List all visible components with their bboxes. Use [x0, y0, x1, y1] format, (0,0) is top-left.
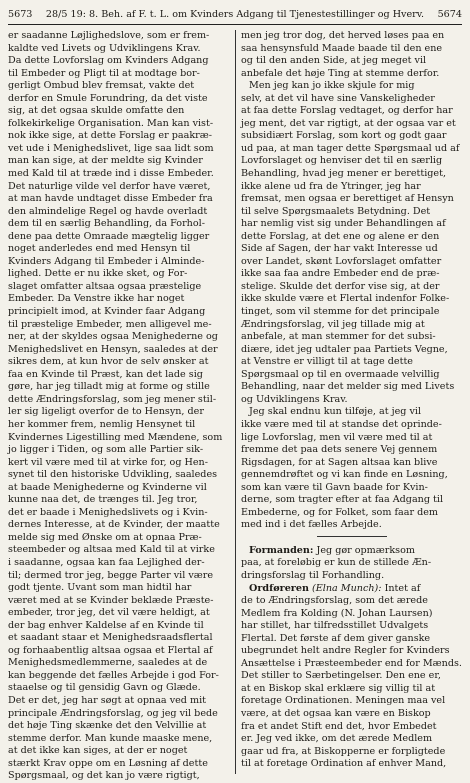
- text-line: embeder, tror jeg, det vil være heldigt, at: [8, 607, 210, 619]
- text-line: fremsat, men ogsaa er berettiget af Hensyn: [241, 193, 454, 205]
- text-line: anbefale det høje Ting at stemme derfor.: [241, 67, 440, 79]
- text-line: gaar ud fra, at Biskopperne er forpligtede: [241, 745, 446, 757]
- text-line: slaget omfatter altsaa ogsaa præstelige: [8, 280, 202, 292]
- speech-first-line: [241, 545, 462, 558]
- text-line: Behandling, naar det melder sig med Livets: [241, 381, 455, 393]
- text-line: derfor en Smule Forundring, da det viste: [8, 92, 208, 104]
- page-header: [8, 8, 462, 22]
- text-line: været med at se Kvinder beklæde Præste-: [8, 594, 214, 606]
- left-column: [8, 30, 229, 782]
- text-line: faa en Kvinde til Præst, kan det lade sig: [8, 368, 203, 380]
- text-line: til præstelige Embeder, men alligevel me-: [8, 318, 212, 330]
- column-divider: [235, 30, 236, 774]
- text-line: man kan sige, at der meldte sig Kvinder: [8, 155, 203, 167]
- text-line: som kan være til Gavn baade for Kvin-: [241, 481, 428, 493]
- text-line: noget anderledes end med Hensyn til: [8, 243, 191, 255]
- text-line: godt tjente. Uvant som man hidtil har: [8, 582, 192, 594]
- text-line: Det stiller to Særbetingelser. Den ene er,: [241, 670, 441, 682]
- speech-text: Intet af: [384, 582, 421, 594]
- text-line: folkekirkelige Organisation. Man kan vist-: [8, 117, 214, 129]
- page-number-right: 5674: [437, 9, 462, 20]
- text-line: Menighedsmedlemmerne, saaledes at de: [8, 657, 208, 669]
- text-line: har stillet, har tilfredsstillet Udvalgets: [241, 620, 429, 632]
- text-line: er. Jeg ved ikke, om det ærede Medlem: [241, 733, 433, 745]
- text-line: et saadant staar et Menighedsraadsflertal: [8, 632, 213, 644]
- text-line: Embeder. Da Venstre ikke har noget: [8, 293, 185, 305]
- text-line: vet ude i Menighedslivet, lige saa lidt som: [8, 142, 214, 154]
- speaker-name: Ordføreren: [249, 582, 309, 594]
- speaker-role: (Elna Munch):: [312, 582, 382, 594]
- text-line: tinget, som vil stemme for det principale: [241, 306, 440, 318]
- text-line: melde sig med Ønske om at opnaa Præ-: [8, 531, 202, 543]
- text-line: at Venstre er villigt til at tage dette: [241, 356, 413, 368]
- text-line: dene paa dette Omraade mægtelig ligger: [8, 230, 210, 242]
- text-line: at baade Menighederne og Kvinderne vil: [8, 481, 207, 493]
- text-line: jo ligger i Tiden, og som alle Partier sik-: [8, 444, 204, 456]
- text-line: stærkt Krav oppe om en Løsning af dette: [8, 757, 208, 769]
- text-line: lighed. Dette er nu ikke sket, og For-: [8, 268, 188, 280]
- text-line: men jeg tror dog, det herved løses paa en: [241, 30, 445, 41]
- text-line: kert vil være med til at virke for, og Hen-: [8, 456, 208, 468]
- text-line: med ind i det fælles Arbejde.: [241, 519, 382, 531]
- text-line: og Udviklingens Krav.: [241, 393, 348, 405]
- text-line: fremme det paa dets senere Vej gennem: [241, 444, 438, 456]
- text-line: Men jeg kan jo ikke skjule for mig: [249, 80, 415, 92]
- text-line: ler sig ligeligt overfor de to Hensyn, der: [8, 406, 204, 418]
- text-line: Flertal. Det første af dem giver ganske: [241, 632, 431, 644]
- text-line: at faa dette Forslag vedtaget, og derfor har: [241, 105, 453, 117]
- text-line: fra et andet Stift end det, hvor Embedet: [241, 720, 437, 732]
- text-line: nok ikke sige, at dette Forslag er paakræ-: [8, 130, 212, 142]
- text-line: principielt imod, at Kvinder faar Adgang: [8, 306, 206, 318]
- section-divider: [241, 536, 462, 545]
- text-line: principale Ændringsforslag, og jeg vil bede: [8, 707, 218, 719]
- text-line: Det er det, jeg har søgt at opnaa ved mit: [8, 694, 207, 706]
- text-line: dette Forslag, at det ene og alene er den: [241, 230, 440, 242]
- text-line: jeg ment, det var rigtigt, at der ogsaa var et: [241, 117, 456, 129]
- text-line: den almindelige Regel og havde overladt: [8, 205, 208, 217]
- text-line: gøre, har jeg tilladt mig at forme og stille: [8, 381, 210, 393]
- text-line: Det naturlige vilde vel derfor have været,: [8, 180, 211, 192]
- text-line: Ansættelse i Præsteembeder end for Mænds.: [241, 657, 462, 669]
- text-line: derne, som tragter efter at faa Adgang til: [241, 494, 444, 506]
- text-line: til at foretage Ordination af enhver Mand,: [241, 758, 447, 770]
- text-line: Menighedslivet en Hensyn, saaledes at der: [8, 343, 218, 355]
- text-line: Da dette Lovforslag om Kvinders Adgang: [8, 55, 209, 67]
- text-line: stemme derfor. Man kunde maaske mene,: [8, 732, 213, 744]
- text-line: til Embeder og Pligt til at modtage bor-: [8, 67, 200, 79]
- text-line: ubegrundet helt andre Regler for Kvinders: [241, 645, 450, 657]
- text-line: Spørgsmaal op til en overmaade velvillig: [241, 368, 440, 380]
- text-line: Kvindernes Ligestilling med Mændene, som: [8, 431, 223, 443]
- text-line: sig, at det ogsaa skulde omfatte den: [8, 105, 185, 117]
- text-line: kan beggende det fælles Arbejde i god For-: [8, 669, 219, 681]
- text-line: til; dermed tror jeg, begge Parter vil være: [8, 569, 214, 581]
- text-line: at det ikke kan siges, at der er noget: [8, 745, 188, 757]
- text-line: Kvinders Adgang til Embeder i Alminde-: [8, 255, 205, 267]
- text-line: gerligt Ombud blev fremsat, vakte det: [8, 80, 195, 92]
- text-line: Rigsdagen, for at Sagen altsaa kan blive: [241, 456, 438, 468]
- text-line: gennemdrøftet og vi kan finde en Løsning,: [241, 469, 448, 481]
- text-line: paa, at foreløbig er kun de stillede Æn-: [241, 557, 432, 569]
- text-line: med Kald til at træde ind i disse Embeder.: [8, 168, 214, 180]
- text-line: ikke saa faa andre Embeder end de præ-: [241, 268, 440, 280]
- text-line: diære, idet jeg udtaler paa Partiets Vegne,: [241, 343, 448, 355]
- text-line: det er baade i Menighedslivets og i Kvin-: [8, 506, 208, 518]
- text-line: til selve Spørgsmaalets Betydning. Det: [241, 205, 431, 217]
- text-line: kaldte ved Livets og Udviklingens Krav.: [8, 42, 201, 54]
- text-line: at man havde undtaget disse Embeder fra: [8, 193, 213, 205]
- text-line: saa hensynsfuld Maade baade til den ene: [241, 42, 443, 54]
- text-line: synet til den historiske Udvikling, saaledes: [8, 469, 218, 481]
- text-line: staaelse og til gensidig Gavn og Glæde.: [8, 682, 201, 694]
- text-line: og til den anden Side, at jeg meget vil: [241, 55, 427, 67]
- speaker-name: Formanden:: [249, 544, 314, 556]
- text-line: kunne naa det, de trænges til. Jeg tror,: [8, 494, 198, 506]
- text-line: dem til en særlig Behandling, da Forhol-: [8, 218, 205, 230]
- text-line: Jeg skal endnu kun tilføje, at jeg vil: [249, 406, 422, 418]
- text-line: Medlem fra Kolding (N. Johan Laursen): [241, 607, 433, 619]
- text-line: steembeder og altsaa med Kald til at virke: [8, 544, 215, 556]
- text-line: dringsforslag til Forhandling.: [241, 569, 385, 581]
- text-line: Side af Sagen, der har vakt Interesse ud: [241, 243, 438, 255]
- text-line: være, at det ogsaa kan være en Biskop: [241, 707, 431, 719]
- text-line: er saadanne Løjlighedslove, som er frem-: [8, 30, 210, 41]
- speech-text: Jeg gør opmærksom: [316, 544, 415, 556]
- text-line: Lovforslaget og henviser det til en særlig: [241, 155, 443, 167]
- text-line: sikres dem, at kun hvor de selv ønsker at: [8, 356, 209, 368]
- text-line: de to Ændringsforslag, som det ærede: [241, 595, 428, 607]
- page-number-left: 5673: [8, 9, 33, 20]
- text-line: at en Biskop skal erklære sig villig til at: [241, 682, 436, 694]
- text-line: det høje Ting skænke det den Velvillie at: [8, 720, 207, 732]
- text-line: ikke være med til at standse det oprinde-: [241, 418, 442, 430]
- text-line: foretage Ordinationen. Meningen maa vel: [241, 695, 446, 707]
- text-line: har nemlig vist sig under Behandlingen af: [241, 218, 446, 230]
- text-line: ikke alene ud fra de Ytringer, jeg har: [241, 180, 421, 192]
- text-line: ud paa, at man tager dette Spørgsmaal ud af: [241, 142, 460, 154]
- text-line: Spørgsmaal, og det kan jo være rigtigt,: [8, 770, 200, 782]
- text-line: stelige. Skulde det derfor vise sig, at der: [241, 280, 440, 292]
- text-line: Ændringsforslag, vil jeg tillade mig at: [241, 318, 425, 330]
- speech-first-line: [241, 583, 462, 596]
- text-line: dette Ændringsforslag, som jeg mener stil-: [8, 393, 217, 405]
- header-rule: [8, 24, 462, 25]
- text-line: subsidiært Forslag, som kort og godt gaar: [241, 130, 447, 142]
- text-line: anbefale, at man stemmer for det subsi-: [241, 331, 436, 343]
- text-line: lige Lovforslag, men vil være med til at: [241, 431, 433, 443]
- text-line: her kommer frem, nemlig Hensynet til: [8, 418, 196, 430]
- text-line: Embederne, og for Folket, som faar dem: [241, 506, 439, 518]
- text-line: Behandling, hvad jeg mener er berettiget,: [241, 168, 447, 180]
- text-line: og forhaabentlig altsaa ogsaa et Flertal af: [8, 644, 213, 656]
- right-column: [241, 30, 462, 774]
- text-line: i saadanne, ogsaa kan faa Lejlighed der-: [8, 556, 205, 568]
- text-line: over Landet, skønt Lovforslaget omfatter: [241, 255, 442, 267]
- text-line: ner, at der skyldes ogsaa Menighederne og: [8, 331, 218, 343]
- text-line: selv, at det vil have sine Vanskeligheder: [241, 92, 435, 104]
- text-line: der bag enhver Kaldelse af en Kvinde til: [8, 619, 204, 631]
- header-title: 28/5 19: 8. Beh. af F. t. L. om Kvinders Adgang til Tjenestestillinger og Hverv.: [45, 9, 425, 20]
- text-line: ikke skulde være et Flertal indenfor Folke-: [241, 293, 450, 305]
- text-line: dernes Interesse, at de Kvinder, der maatte: [8, 519, 220, 531]
